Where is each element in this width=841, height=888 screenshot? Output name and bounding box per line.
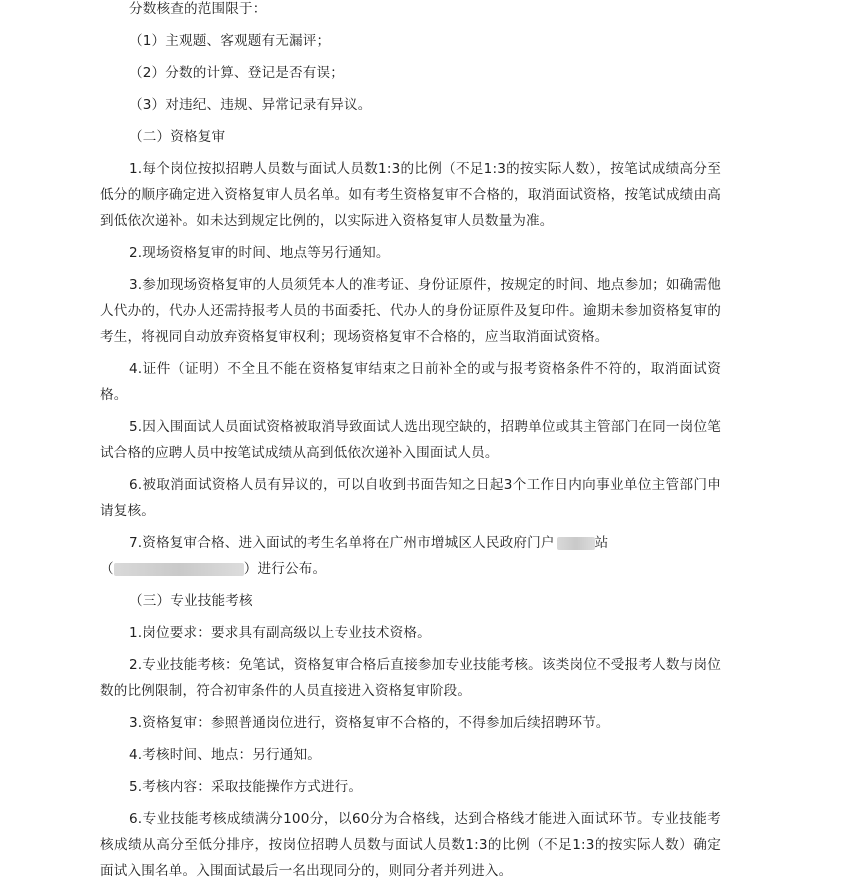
item-7-text: 7.资格复审合格、进入面试的考生名单将在广州市增城区人民政府门户 <box>129 535 555 551</box>
skill-assessment-item-2: 2.专业技能考核：免笔试，资格复审合格后直接参加专业技能考核。该类岗位不受报考人数与岗位数的比例限制，符合初审条件的人员直接进入资格复审阶段。 <box>100 657 721 699</box>
skill-assessment-item-3: 3.资格复审：参照普通岗位进行，资格复审不合格的，不得参加后续招聘环节。 <box>129 715 610 731</box>
score-check-scope-intro: 分数核查的范围限于： <box>129 1 267 17</box>
skill-assessment-item-1: 1.岗位要求：要求具有副高级以上专业技术资格。 <box>129 625 431 641</box>
qualification-review-item-1: 1.每个岗位按拟招聘人员数与面试人员数1:3的比例（不足1:3的按实际人数），按笔试成绩高分至低分的顺序确定进入资格复审人员名单。如有考生资格复审不合格的，取消面试资格，按笔试成绩由高到低依次递补。如未达到规定比例的，以实际进入资格复审人员数量为准。 <box>100 161 721 229</box>
redacted-url-block <box>114 563 244 576</box>
skill-assessment-item-6: 6.专业技能考核成绩满分100分，以60分为合格线，达到合格线才能进入面试环节。专业技能考核成绩从高分至低分排序，按岗位招聘人员数与面试人员数1:3的比例（不足1:3的按实际人数）确定面试入围名单。入围面试最后一名出现同分的，则同分者并列进入。 <box>100 811 721 879</box>
qualification-review-item-6: 6.被取消面试资格人员有异议的，可以自收到书面告知之日起3个工作日内向事业单位主管部门申请复核。 <box>100 477 721 519</box>
item-7-tail: 站 <box>594 535 609 551</box>
score-check-item-3: （3）对违纪、违规、异常记录有异议。 <box>129 97 372 113</box>
score-check-item-1: （1）主观题、客观题有无漏评； <box>129 33 331 49</box>
redacted-text-block <box>557 537 595 550</box>
skill-assessment-item-4: 4.考核时间、地点：另行通知。 <box>129 747 321 763</box>
section-heading-professional-skill-assessment: （三）专业技能考核 <box>129 593 253 609</box>
qualification-review-item-4: 4.证件（证明）不全且不能在资格复审结束之日前补全的或与报考资格条件不符的，取消面试资格。 <box>100 361 721 403</box>
qualification-review-item-3: 3.参加现场资格复审的人员须凭本人的准考证、身份证原件，按规定的时间、地点参加；如确需他人代办的，代办人还需持报考人员的书面委托、代办人的身份证原件及复印件。逾期未参加资格复审的考生，将视同自动放弃资格复审权利；现场资格复审不合格的，应当取消面试资格。 <box>100 277 721 345</box>
item-7-close: ）进行公布。 <box>243 561 327 577</box>
qualification-review-item-5: 5.因入围面试人员面试资格被取消导致面试人选出现空缺的，招聘单位或其主管部门在同一岗位笔试合格的应聘人员中按笔试成绩从高到低依次递补入围面试人员。 <box>100 419 721 461</box>
item-7-open-paren: （ <box>100 561 114 577</box>
qualification-review-item-2: 2.现场资格复审的时间、地点等另行通知。 <box>129 245 390 261</box>
skill-assessment-item-5: 5.考核内容：采取技能操作方式进行。 <box>129 779 363 795</box>
section-heading-qualification-review: （二）资格复审 <box>129 129 226 145</box>
qualification-review-item-7 <box>100 530 721 582</box>
score-check-item-2: （2）分数的计算、登记是否有误； <box>129 65 344 81</box>
